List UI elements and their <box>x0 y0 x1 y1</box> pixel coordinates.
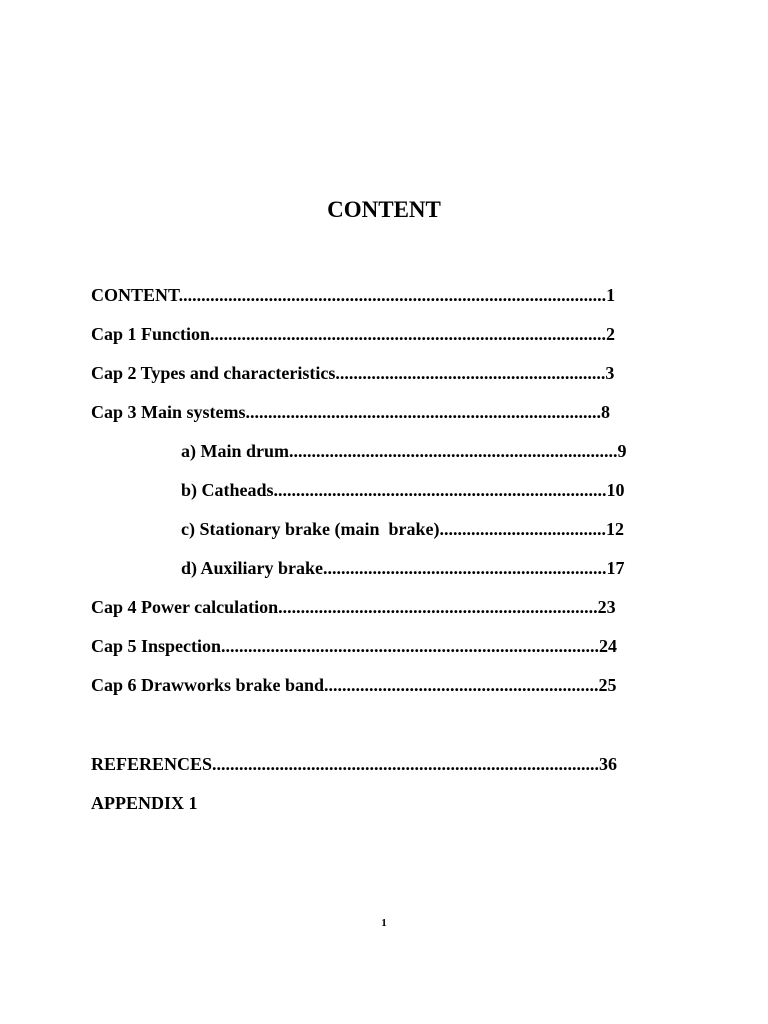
toc-entry-cap-4: Cap 4 Power calculation.......................................................................23 <box>91 597 616 617</box>
toc-subentry-main-drum: a) Main drum.........................................................................9 <box>181 441 627 461</box>
toc-subentry-catheads: b) Catheads..........................................................................10 <box>181 480 625 500</box>
toc-entry-appendix: APPENDIX 1 <box>91 793 198 813</box>
toc-entry-cap-3: Cap 3 Main systems...............................................................................8 <box>91 402 611 422</box>
toc-entry-references: REFERENCES......................................................................................36 <box>91 754 618 774</box>
page-number: 1 <box>381 917 387 929</box>
page-title: CONTENT <box>327 197 441 222</box>
toc-entry-content: CONTENT...............................................................................................1 <box>91 285 616 305</box>
toc-entry-cap-1: Cap 1 Function........................................................................................2 <box>91 324 616 344</box>
toc-entry-cap-5: Cap 5 Inspection....................................................................................24 <box>91 636 618 656</box>
toc-subentry-stationary-brake: c) Stationary brake (main brake).....................................12 <box>181 519 624 539</box>
toc-subentry-auxiliary-brake: d) Auxiliary brake...............................................................17 <box>181 558 625 578</box>
toc-entry-cap-6: Cap 6 Drawworks brake band.............................................................25 <box>91 675 617 695</box>
toc-entry-cap-2: Cap 2 Types and characteristics............................................................3 <box>91 363 615 383</box>
